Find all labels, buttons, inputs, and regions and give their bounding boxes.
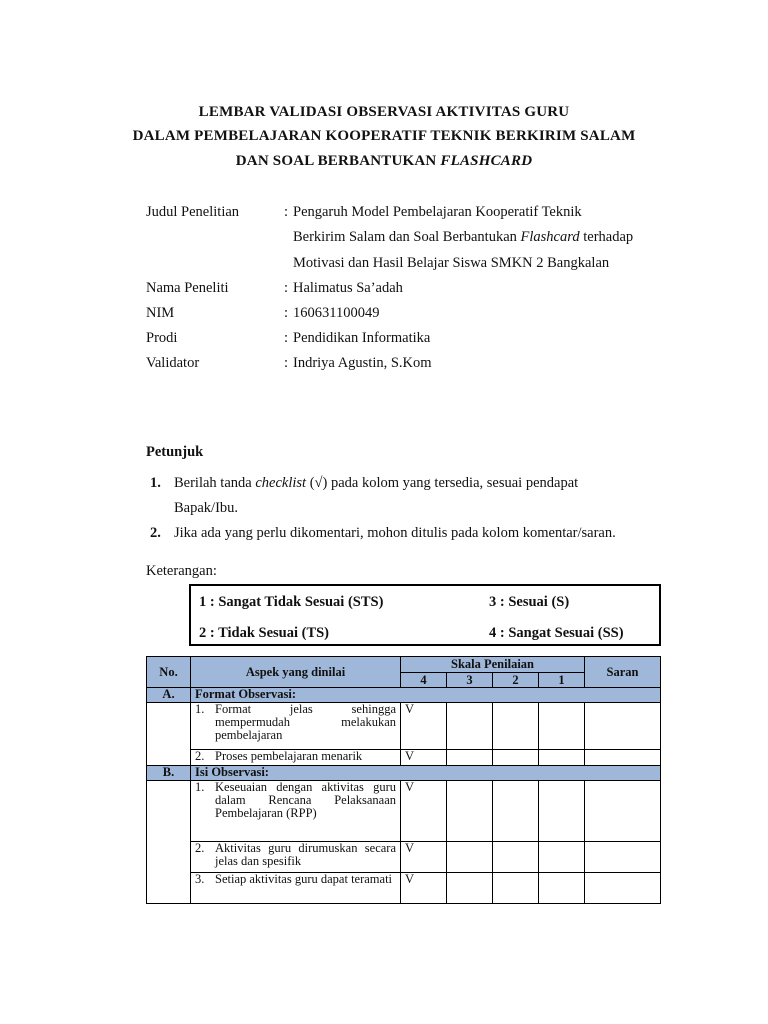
section-title: Isi Observasi: (191, 766, 661, 781)
legend-ts: 2 : Tidak Sesuai (TS) (199, 625, 330, 641)
check-cell-3[interactable] (447, 842, 493, 873)
section-title: Format Observasi: (191, 688, 661, 703)
aspect-cell (191, 750, 401, 766)
header-scale-4: 4 (401, 673, 447, 688)
saran-cell[interactable] (585, 750, 661, 766)
check-cell-1[interactable] (539, 750, 585, 766)
aspect-cell (191, 781, 401, 842)
check-cell-4[interactable]: V (401, 873, 447, 904)
colon: : (284, 330, 289, 346)
validator-label: Validator (146, 355, 200, 371)
check-cell-2[interactable] (493, 781, 539, 842)
aspect-cell (191, 873, 401, 904)
instruction-1-line-2: Bapak/Ibu. (174, 500, 239, 516)
header-scale-1: 1 (539, 673, 585, 688)
title-line-3-text: DAN SOAL BERBANTUKAN (235, 153, 441, 169)
table-row (147, 781, 661, 842)
judul-value-line-3: Motivasi dan Hasil Belajar Siswa SMKN 2 Bangkalan (293, 255, 610, 271)
judul-value-line-2 (293, 229, 633, 246)
title-line-3-italic: FLASHCARD (440, 153, 533, 169)
check-cell-1[interactable] (539, 703, 585, 750)
judul-value-line-1: Pengaruh Model Pembelajaran Kooperatif Teknik (293, 204, 582, 220)
item-number: 2. (195, 749, 205, 763)
saran-cell[interactable] (585, 842, 661, 873)
judul-line-2-a: Berkirim Salam dan Soal Berbantukan (293, 229, 521, 245)
aspect-cell (191, 842, 401, 873)
judul-line-2-b: terhadap (579, 229, 634, 245)
check-cell-3[interactable] (447, 781, 493, 842)
item-number: 1. (195, 780, 205, 794)
legend-s: 3 : Sesuai (S) (489, 594, 570, 610)
check-cell-4[interactable]: V (401, 842, 447, 873)
instruction-1-b: (√) pada kolom yang tersedia, sesuai pendapat (306, 475, 579, 491)
item-text: Aktivitas guru dirumuskan secara jelas dan spesifik (215, 841, 396, 868)
instruction-1-a: Berilah tanda (174, 475, 256, 491)
colon: : (284, 355, 289, 371)
check-cell-2[interactable] (493, 842, 539, 873)
header-scale-2: 2 (493, 673, 539, 688)
section-no: A. (147, 688, 191, 703)
section-no: B. (147, 766, 191, 781)
keterangan-label: Keterangan: (146, 563, 217, 579)
check-cell-1[interactable] (539, 842, 585, 873)
check-cell-1[interactable] (539, 781, 585, 842)
document-title-line-3 (0, 153, 768, 170)
prodi-label: Prodi (146, 330, 178, 346)
nama-peneliti-label: Nama Peneliti (146, 280, 229, 296)
table-row (147, 873, 661, 904)
header-skala: Skala Penilaian (401, 657, 585, 673)
item-text: Setiap aktivitas guru dapat teramati (215, 872, 393, 886)
table-row (147, 842, 661, 873)
nim-value: 160631100049 (293, 305, 380, 321)
check-cell-2[interactable] (493, 703, 539, 750)
aspect-cell (191, 703, 401, 750)
legend-sts: 1 : Sangat Tidak Sesuai (STS) (199, 594, 384, 610)
table-row (147, 750, 661, 766)
instruction-number: 2. (150, 525, 161, 541)
section-row-b (147, 766, 661, 781)
judul-label: Judul Penelitian (146, 204, 240, 220)
legend-ss: 4 : Sangat Sesuai (SS) (489, 625, 624, 641)
header-scale-3: 3 (447, 673, 493, 688)
saran-cell[interactable] (585, 873, 661, 904)
petunjuk-heading: Petunjuk (146, 444, 204, 460)
instruction-2: Jika ada yang perlu dikomentari, mohon ditulis pada kolom komentar/saran. (174, 525, 616, 541)
saran-cell[interactable] (585, 781, 661, 842)
check-cell-3[interactable] (447, 750, 493, 766)
legend-box (189, 584, 661, 646)
item-number: 1. (195, 702, 205, 716)
colon: : (284, 204, 289, 220)
item-number: 2. (195, 841, 205, 855)
instruction-number: 1. (150, 475, 161, 491)
colon: : (284, 280, 289, 296)
check-cell-2[interactable] (493, 873, 539, 904)
header-no: No. (147, 657, 191, 688)
colon: : (284, 305, 289, 321)
check-cell-4[interactable]: V (401, 703, 447, 750)
item-text: Format jelas sehingga mempermudah melakukan pembelajaran (215, 702, 396, 742)
item-text: Proses pembelajaran menarik (215, 749, 363, 763)
item-number: 3. (195, 872, 205, 886)
document-title-line-2: DALAM PEMBELAJARAN KOOPERATIF TEKNIK BERKIRIM SALAM (132, 128, 636, 144)
check-cell-3[interactable] (447, 873, 493, 904)
item-text: Keseuaian dengan aktivitas guru dalam Rencana Pelaksanaan Pembelajaran (RPP) (215, 780, 396, 820)
validator-value: Indriya Agustin, S.Kom (293, 355, 432, 371)
check-cell-4[interactable]: V (401, 781, 447, 842)
check-cell-3[interactable] (447, 703, 493, 750)
header-saran: Saran (585, 657, 661, 688)
empty-no-cell (147, 703, 191, 766)
table-row (147, 703, 661, 750)
section-row-a (147, 688, 661, 703)
nim-label: NIM (146, 305, 175, 321)
prodi-value: Pendidikan Informatika (293, 330, 431, 346)
empty-no-cell (147, 781, 191, 904)
saran-cell[interactable] (585, 703, 661, 750)
nama-peneliti-value: Halimatus Sa’adah (293, 280, 403, 296)
check-cell-1[interactable] (539, 873, 585, 904)
validation-table (146, 656, 661, 904)
document-title-line-1: LEMBAR VALIDASI OBSERVASI AKTIVITAS GURU (198, 104, 570, 120)
judul-line-2-italic: Flashcard (520, 229, 580, 245)
instruction-1 (174, 475, 578, 492)
instruction-1-italic: checklist (255, 475, 307, 491)
header-aspek: Aspek yang dinilai (191, 657, 401, 688)
check-cell-2[interactable] (493, 750, 539, 766)
check-cell-4[interactable]: V (401, 750, 447, 766)
